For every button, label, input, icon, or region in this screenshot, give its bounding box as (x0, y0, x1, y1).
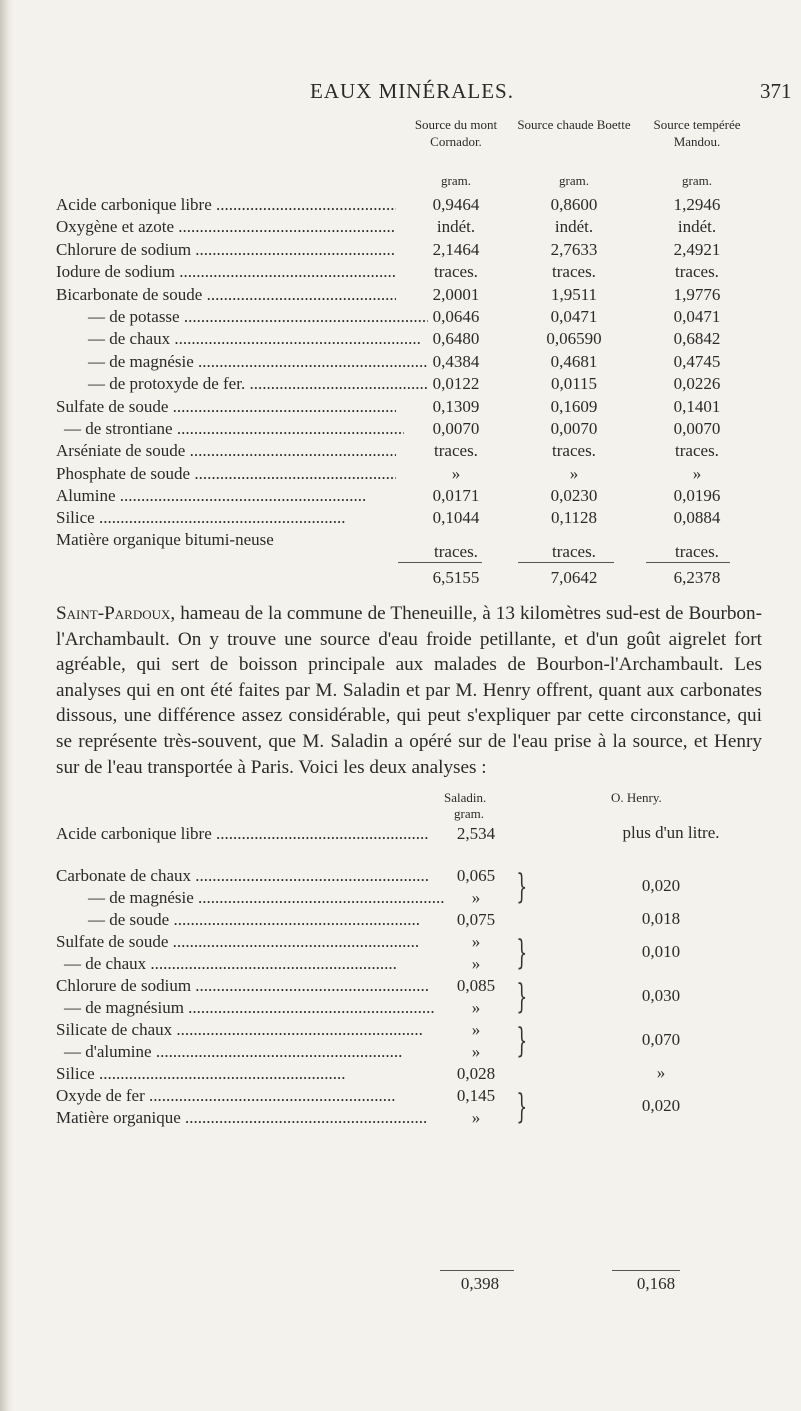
row-label: — de protoxyde de fer. ..... (56, 373, 428, 395)
table-row (56, 328, 756, 350)
total-cell: 6,5155 (432, 568, 480, 587)
table-row (56, 284, 756, 306)
table-row (56, 418, 756, 440)
row-label: — d'alumine ..... (56, 1041, 436, 1063)
table-row (56, 396, 756, 418)
cell: traces. (434, 441, 478, 461)
cell: » (471, 954, 481, 973)
cell: » (471, 1020, 481, 1039)
cell: 0,1128 (550, 508, 598, 528)
unit-label: gram. (441, 173, 471, 188)
table-row (56, 485, 756, 507)
cell: 0,1609 (550, 396, 598, 416)
table-row (56, 306, 756, 328)
cell: 0,4745 (673, 351, 721, 371)
cell: 0,0196 (673, 486, 721, 506)
total-cell: 7,0642 (550, 568, 598, 587)
cell: 0,8600 (550, 195, 598, 214)
cell: indét. (436, 217, 476, 237)
cell: 0,1044 (432, 508, 480, 528)
cell: 2,0001 (432, 284, 480, 304)
total-rule (518, 562, 614, 563)
cell: 0,075 (456, 910, 496, 929)
table-row (56, 351, 756, 373)
total-rule (612, 1270, 680, 1271)
cell: traces. (552, 262, 596, 282)
cell: 0,0471 (550, 306, 598, 326)
cell: traces. (552, 541, 596, 561)
cell: 0,4384 (432, 351, 480, 371)
row-label: Sulfate de soude ..... (56, 931, 428, 953)
cell: » (569, 463, 579, 483)
henry-cell: 0,018 (641, 909, 681, 928)
table-row (56, 239, 756, 261)
cell: indét. (554, 217, 594, 237)
cell: 0,0122 (432, 374, 480, 394)
unit-label: gram. (682, 173, 712, 188)
row-label: — de strontiane ..... (56, 418, 404, 440)
paragraph-text: hameau de la commune de Theneuille, à 13 kilomètres sud-est de Bourbon-l'Archambault. On y trouve une source d'eau froide petillante, et d'un goût aigrelet fort agréable, qui sert de boisson principale aux malades de Bourbon-l'Archambault. Les analyses qui en ont été faites par M. Saladin et par M. Henry offrent, quant aux carbonates dissous, une différence assez considérable, qui peut s'expliquer par cette circonstance, qui se représente très-souvent, que M. Saladin a opéré sur de l'eau prise à la source, et Henry sur de l'eau transportée à Paris. Voici les deux analyses : (56, 603, 763, 778)
cell: 0,0226 (673, 374, 721, 394)
place-name: Saint-Pardoux, (56, 603, 176, 624)
henry-cell: 0,070 (641, 1030, 681, 1049)
table-row (56, 194, 756, 216)
brace-glyph: } (516, 867, 528, 907)
table-row (56, 463, 756, 485)
row-label: — de chaux ..... (56, 328, 428, 350)
cell: 0,1309 (432, 396, 480, 416)
column-header-saladin: Saladin. (444, 790, 487, 805)
cell: 0,0471 (673, 306, 721, 326)
cell: 0,145 (456, 1086, 496, 1105)
cell: 0,1401 (673, 396, 721, 416)
row-label: Acide carbonique libre ..... (56, 194, 396, 216)
row-label: — de magnésie ..... (56, 887, 460, 909)
total-rule (646, 562, 730, 563)
brace-glyph: } (516, 1087, 528, 1127)
cell: 1,9511 (550, 284, 598, 304)
total-rule (398, 562, 482, 563)
row-label: Oxyde de fer ..... (56, 1085, 428, 1107)
total-cell: 0,168 (636, 1274, 676, 1293)
henry-cell: 0,010 (641, 942, 681, 961)
row-label: Silice ..... (56, 1063, 428, 1085)
cell: 2,7633 (550, 239, 598, 259)
row-label: Arséniate de soude ..... (56, 440, 396, 462)
column-header-cornador: Source du mont Cornador. (414, 117, 498, 149)
cell: » (471, 1108, 481, 1127)
column-header-boette: Source chaude Boette (517, 117, 631, 132)
cell: traces. (675, 541, 719, 561)
cell: traces. (675, 262, 719, 282)
row-label: Bicarbonate de soude ..... (56, 284, 396, 306)
cell: 2,1464 (432, 239, 480, 259)
page-number: 371 (760, 79, 792, 103)
henry-cell: 0,020 (641, 1096, 681, 1115)
row-label: Silice ..... (56, 507, 396, 529)
row-label: — de chaux ..... (56, 953, 436, 975)
henry-cell: 0,020 (641, 876, 681, 895)
brace-glyph: } (516, 977, 528, 1017)
row-label: Silicate de chaux ..... (56, 1019, 428, 1041)
row-label: — de potasse ..... (56, 306, 428, 328)
row-label: — de magnésie ..... (56, 351, 428, 373)
cell: 0,6842 (673, 329, 721, 349)
henry-cell: 0,030 (641, 986, 681, 1005)
cell: traces. (434, 541, 478, 561)
table-row (56, 373, 756, 395)
cell: » (471, 932, 481, 951)
row-label: Oxygène et azote ..... (56, 216, 396, 238)
cell: » (471, 888, 481, 907)
body-paragraph (56, 601, 762, 780)
row-label: Alumine ..... (56, 485, 396, 507)
brace-glyph: } (516, 1021, 528, 1061)
row-label: Carbonate de chaux ..... (56, 865, 428, 887)
column-header-henry: O. Henry. (611, 790, 662, 805)
row-label: — de soude ..... (56, 909, 460, 931)
running-head: EAUX MINÉRALES. (310, 79, 514, 103)
cell: » (451, 463, 461, 483)
table-row (56, 440, 756, 462)
cell: 0,085 (456, 976, 496, 995)
table-row (56, 216, 756, 238)
row-label: — de magnésium ..... (56, 997, 436, 1019)
cell: 0,0646 (432, 306, 480, 326)
cell: traces. (552, 441, 596, 461)
cell: 0,9464 (432, 195, 480, 214)
cell: 0,0070 (432, 418, 480, 438)
cell: 0,06590 (546, 329, 602, 349)
unit-label: gram. (454, 806, 484, 821)
row-label: Matière organique bitumi-neuse (56, 529, 274, 549)
table-1-body (56, 194, 756, 574)
cell: » (692, 463, 702, 483)
cell: 0,065 (456, 866, 496, 885)
row-label: Phosphate de soude ..... (56, 463, 396, 485)
cell: 0,4681 (550, 351, 598, 371)
row-label: Matière organique ..... (56, 1107, 428, 1129)
cell: 0,6480 (432, 329, 480, 349)
cell: » (471, 998, 481, 1017)
column-header-mandou: Source tempérée Mandou. (653, 117, 741, 149)
cell: 0,028 (456, 1064, 496, 1083)
row-label: Chlorure de sodium ..... (56, 975, 428, 997)
table-row (56, 261, 756, 283)
table-row (56, 507, 756, 529)
total-cell: 6,2378 (673, 568, 721, 587)
row-label: Iodure de sodium ..... (56, 261, 396, 283)
cell: 2,534 (456, 824, 496, 843)
brace-glyph: } (516, 933, 528, 973)
row-label: Chlorure de sodium ..... (56, 239, 396, 261)
cell: traces. (434, 262, 478, 282)
row-label: Acide carbonique libre ..... (56, 823, 428, 845)
cell: 1,2946 (673, 195, 721, 214)
unit-label: gram. (559, 173, 589, 188)
cell: 0,0884 (673, 508, 721, 528)
cell: 1,9776 (673, 284, 721, 304)
cell: 0,0115 (550, 374, 598, 394)
total-rule (440, 1270, 514, 1271)
cell: 0,0230 (550, 486, 598, 506)
total-cell: 0,398 (460, 1274, 500, 1293)
cell: traces. (675, 441, 719, 461)
cell: indét. (677, 217, 717, 237)
row-label: Sulfate de soude ..... (56, 396, 396, 418)
cell: » (471, 1042, 481, 1061)
cell: 0,0070 (673, 418, 721, 438)
cell: 0,0070 (550, 418, 598, 438)
page-binding-shadow (0, 0, 14, 1411)
henry-cell: plus d'un litre. (622, 823, 720, 842)
cell: 0,0171 (432, 486, 480, 506)
cell: 2,4921 (673, 239, 721, 259)
henry-cell: » (656, 1063, 666, 1082)
